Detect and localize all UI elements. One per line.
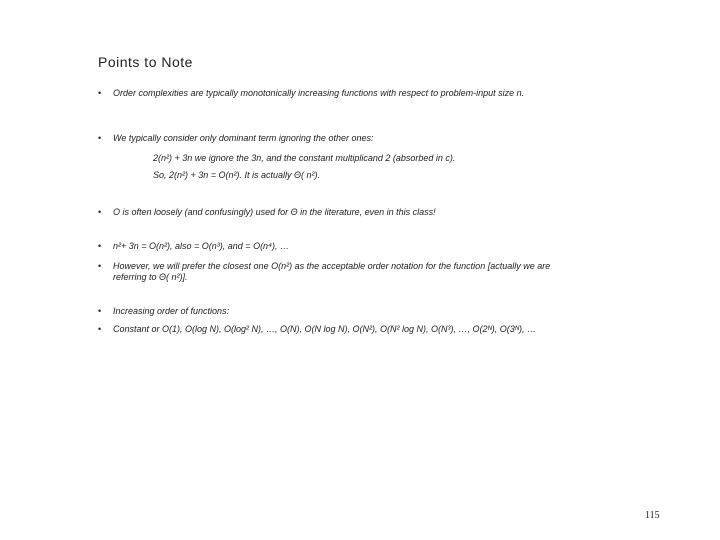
bullet-text: O is often loosely (and confusingly) used for Θ in the literature, even in this class! bbox=[113, 207, 436, 217]
page-number: 115 bbox=[645, 510, 660, 521]
bullet-dot: • bbox=[98, 207, 102, 217]
bullet-dot: • bbox=[98, 324, 102, 334]
bullet-item bbox=[98, 324, 558, 335]
bullet-text: Constant or O(1), O(log N), O(log² N), …, O(N), O(N log N), O(N²), O(N² log N), O(N³), …, O(2ᴺ), O(3ᴺ), … bbox=[113, 324, 537, 334]
bullet-dot: • bbox=[98, 88, 102, 98]
bullet-text: n²+ 3n = O(n²), also = O(n³), and = O(n⁴), … bbox=[113, 241, 289, 251]
bullet-item bbox=[98, 306, 558, 317]
slide-title: Points to Note bbox=[98, 54, 193, 70]
bullet-text: Order complexities are typically monotonically increasing functions with respect to problem-input size n. bbox=[113, 88, 525, 98]
bullet-item bbox=[98, 241, 558, 252]
bullet-dot: • bbox=[98, 133, 102, 143]
bullet-dot: • bbox=[98, 261, 102, 271]
bullet-text: We typically consider only dominant term ignoring the other ones: bbox=[113, 133, 374, 143]
bullet-dot: • bbox=[98, 306, 102, 316]
bullet-item bbox=[98, 133, 558, 144]
indented-line: So, 2(n²) + 3n = O(n²). It is actually Θ( n²). bbox=[153, 170, 321, 180]
bullet-text: Increasing order of functions: bbox=[113, 306, 230, 316]
bullet-item bbox=[98, 88, 558, 99]
bullet-item bbox=[98, 207, 558, 218]
bullet-dot: • bbox=[98, 241, 102, 251]
bullet-text: However, we will prefer the closest one O(n²) as the acceptable order notation for the function [actually we are referring to Θ( n²)]. bbox=[113, 261, 551, 282]
bullet-item bbox=[98, 261, 558, 283]
indented-line: 2(n²) + 3n we ignore the 3n, and the constant multiplicand 2 (absorbed in c). bbox=[153, 153, 456, 163]
